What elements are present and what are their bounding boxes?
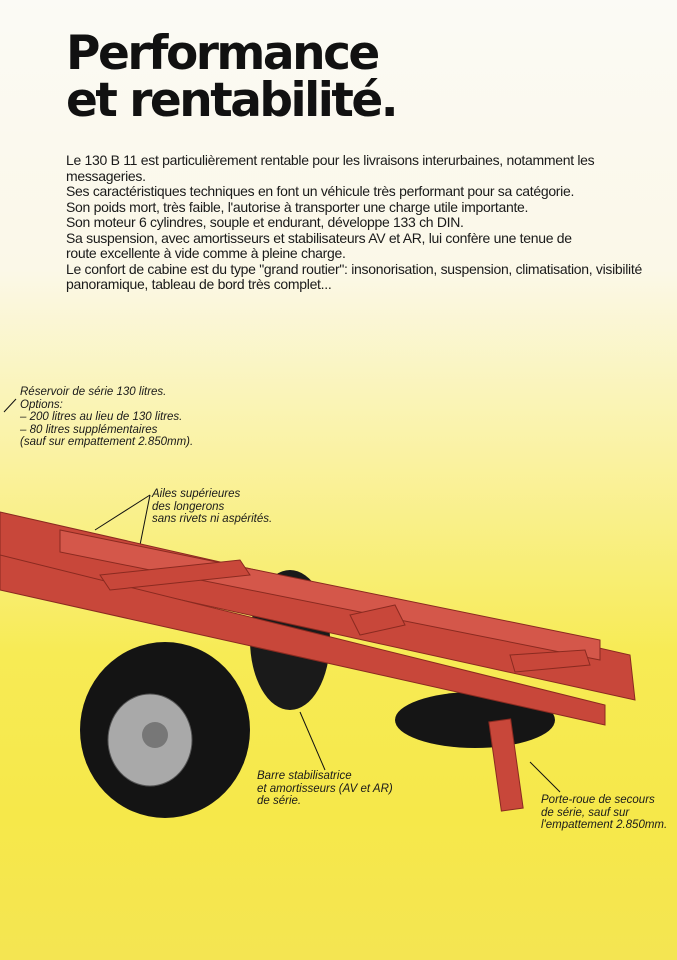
wheel-hub (142, 722, 168, 748)
caption-spare-wheel (541, 794, 667, 832)
callout-line (300, 712, 325, 770)
caption-line: Réservoir de série 130 litres. (20, 386, 167, 398)
caption-line: Ailes supérieures (152, 488, 241, 500)
caption-line: – 80 litres supplémentaires (20, 423, 158, 436)
caption-line: des longerons (152, 500, 225, 513)
callout-line (140, 495, 150, 545)
paragraph: Sa suspension, avec amortisseurs et stabilisateurs AV et AR, lui confère une tenue de route excellente à vide comme à pleine charge. (66, 229, 572, 261)
paragraph: Le 130 B 11 est particulièrement rentable pour les livraisons interurbaines, notamment les messageries. (66, 152, 595, 184)
caption-rails (152, 488, 272, 526)
title-line-2: et rentabilité. (66, 73, 397, 128)
caption-line: (sauf sur empattement 2.850mm). (20, 436, 194, 448)
caption-line: Porte-roue de secours (541, 794, 655, 806)
caption-line: – 200 litres au lieu de 130 litres. (20, 411, 183, 423)
callout-line (530, 762, 560, 792)
caption-fuel-tank (20, 386, 193, 449)
caption-line: l'empattement 2.850mm. (541, 819, 668, 831)
caption-line: de série, sauf sur (541, 806, 630, 819)
caption-line: et amortisseurs (AV et AR) (257, 782, 393, 795)
caption-line: sans rivets ni aspérités. (152, 513, 273, 525)
callout-line (4, 399, 16, 412)
front-wheel (80, 642, 250, 818)
paragraph: Son moteur 6 cylindres, souple et endurant, développe 133 ch DIN. (66, 214, 464, 230)
paragraph: Ses caractéristiques techniques en font un véhicule très performant pour sa catégorie. (66, 183, 575, 199)
caption-stabilizer (257, 770, 393, 808)
paragraph: Son poids mort, très faible, l'autorise à transporter une charge utile importante. (66, 198, 529, 215)
caption-line: Barre stabilisatrice (257, 770, 352, 782)
title-line-1: Performance (66, 26, 378, 81)
caption-line: de série. (257, 795, 302, 807)
paragraph: Le confort de cabine est du type "grand routier": insonorisation, suspension, climatisation, visibilité panoramique, tableau de bord très complet... (66, 260, 642, 292)
callout-line (95, 495, 150, 530)
caption-line: Options: (20, 398, 63, 411)
